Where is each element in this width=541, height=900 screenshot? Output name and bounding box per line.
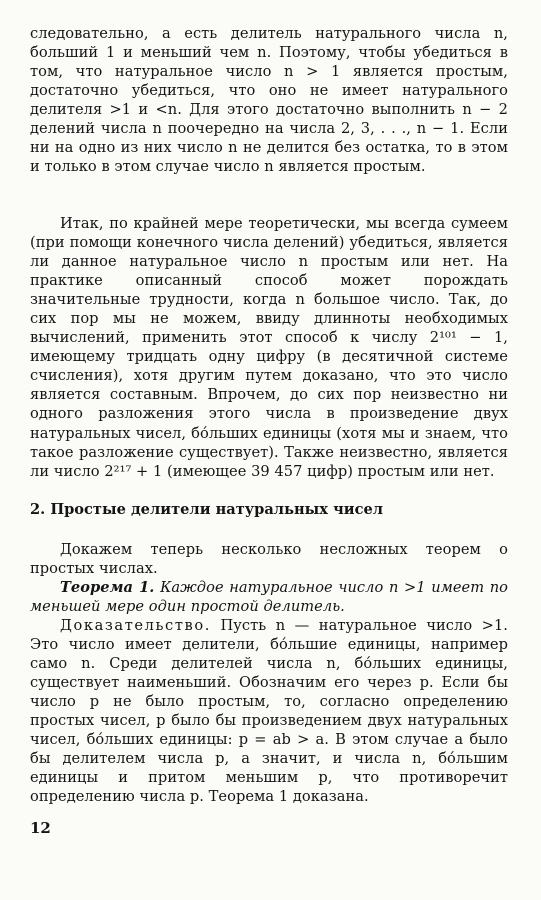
page-number: 12	[30, 819, 51, 837]
theorem-statement: Каждое натуральное число n >1 имеет по меньшей мере один простой делитель.	[30, 579, 509, 616]
proof-paragraph	[30, 616, 508, 806]
proof-text: Пусть n — натуральное число >1. Это число имеет делители, бо́льшие единицы, например само n. Среди делителей числа n, бо́льших единицы, существует наименьший. Обозначим его через p. Если бы число p не было простым, то, согласно определению простых чисел, p было бы произведением двух натуральных чисел, бо́льших единицы: p = ab > a. В этом случае a было бы делителем числа p, а значит, и числа n, бо́льшим единицы и притом меньшим p, что противоречит определению числа p. Теорема 1 доказана.	[30, 617, 508, 806]
section-heading: 2. Простые делители натуральных чисел	[30, 501, 384, 518]
paragraph-primality-test: следовательно, a есть делитель натурального числа n, больший 1 и меньший чем n. Поэтому, чтобы убедиться в том, что натуральное число n > 1 является простым, достаточно убедиться, что оно не имеет натурального делителя >1 и <n. Для этого достаточно выполнить n − 2 делений числа n поочередно на числа 2, 3, . . ., n − 1. Если ни на одно из них число n не делится без остатка, то в этом и только в этом случае число n является простым.	[30, 25, 508, 176]
proof-label: Доказательство.	[60, 617, 211, 634]
theorem-label: Теорема 1.	[60, 579, 155, 596]
theorem-1	[30, 578, 508, 616]
paragraph-practical-difficulty: Итак, по крайней мере теоретически, мы всегда сумеем (при помощи конечного числа делений) убедиться, является ли данное натуральное число n простым или нет. На практике описанный способ может порождать значительные трудности, когда n большое число. Так, до сих пор мы не можем, ввиду длинноты необходимых вычислений, применить этот способ к числу 2¹⁰¹ − 1, имеющему тридцать одну цифру (в десятичной системе счисления), хотя другим путем доказано, что это число является составным. Впрочем, до сих пор неизвестно ни одного разложения этого числа в произведение двух натуральных чисел, бо́льших единицы (хотя мы и знаем, что такое разложение существует). Также неизвестно, является ли число 2²¹⁷ + 1 (имеющее 39 457 цифр) простым или нет.	[30, 215, 508, 480]
paragraph-intro-theorems: Докажем теперь несколько несложных теорем о простых числах.	[30, 541, 508, 578]
